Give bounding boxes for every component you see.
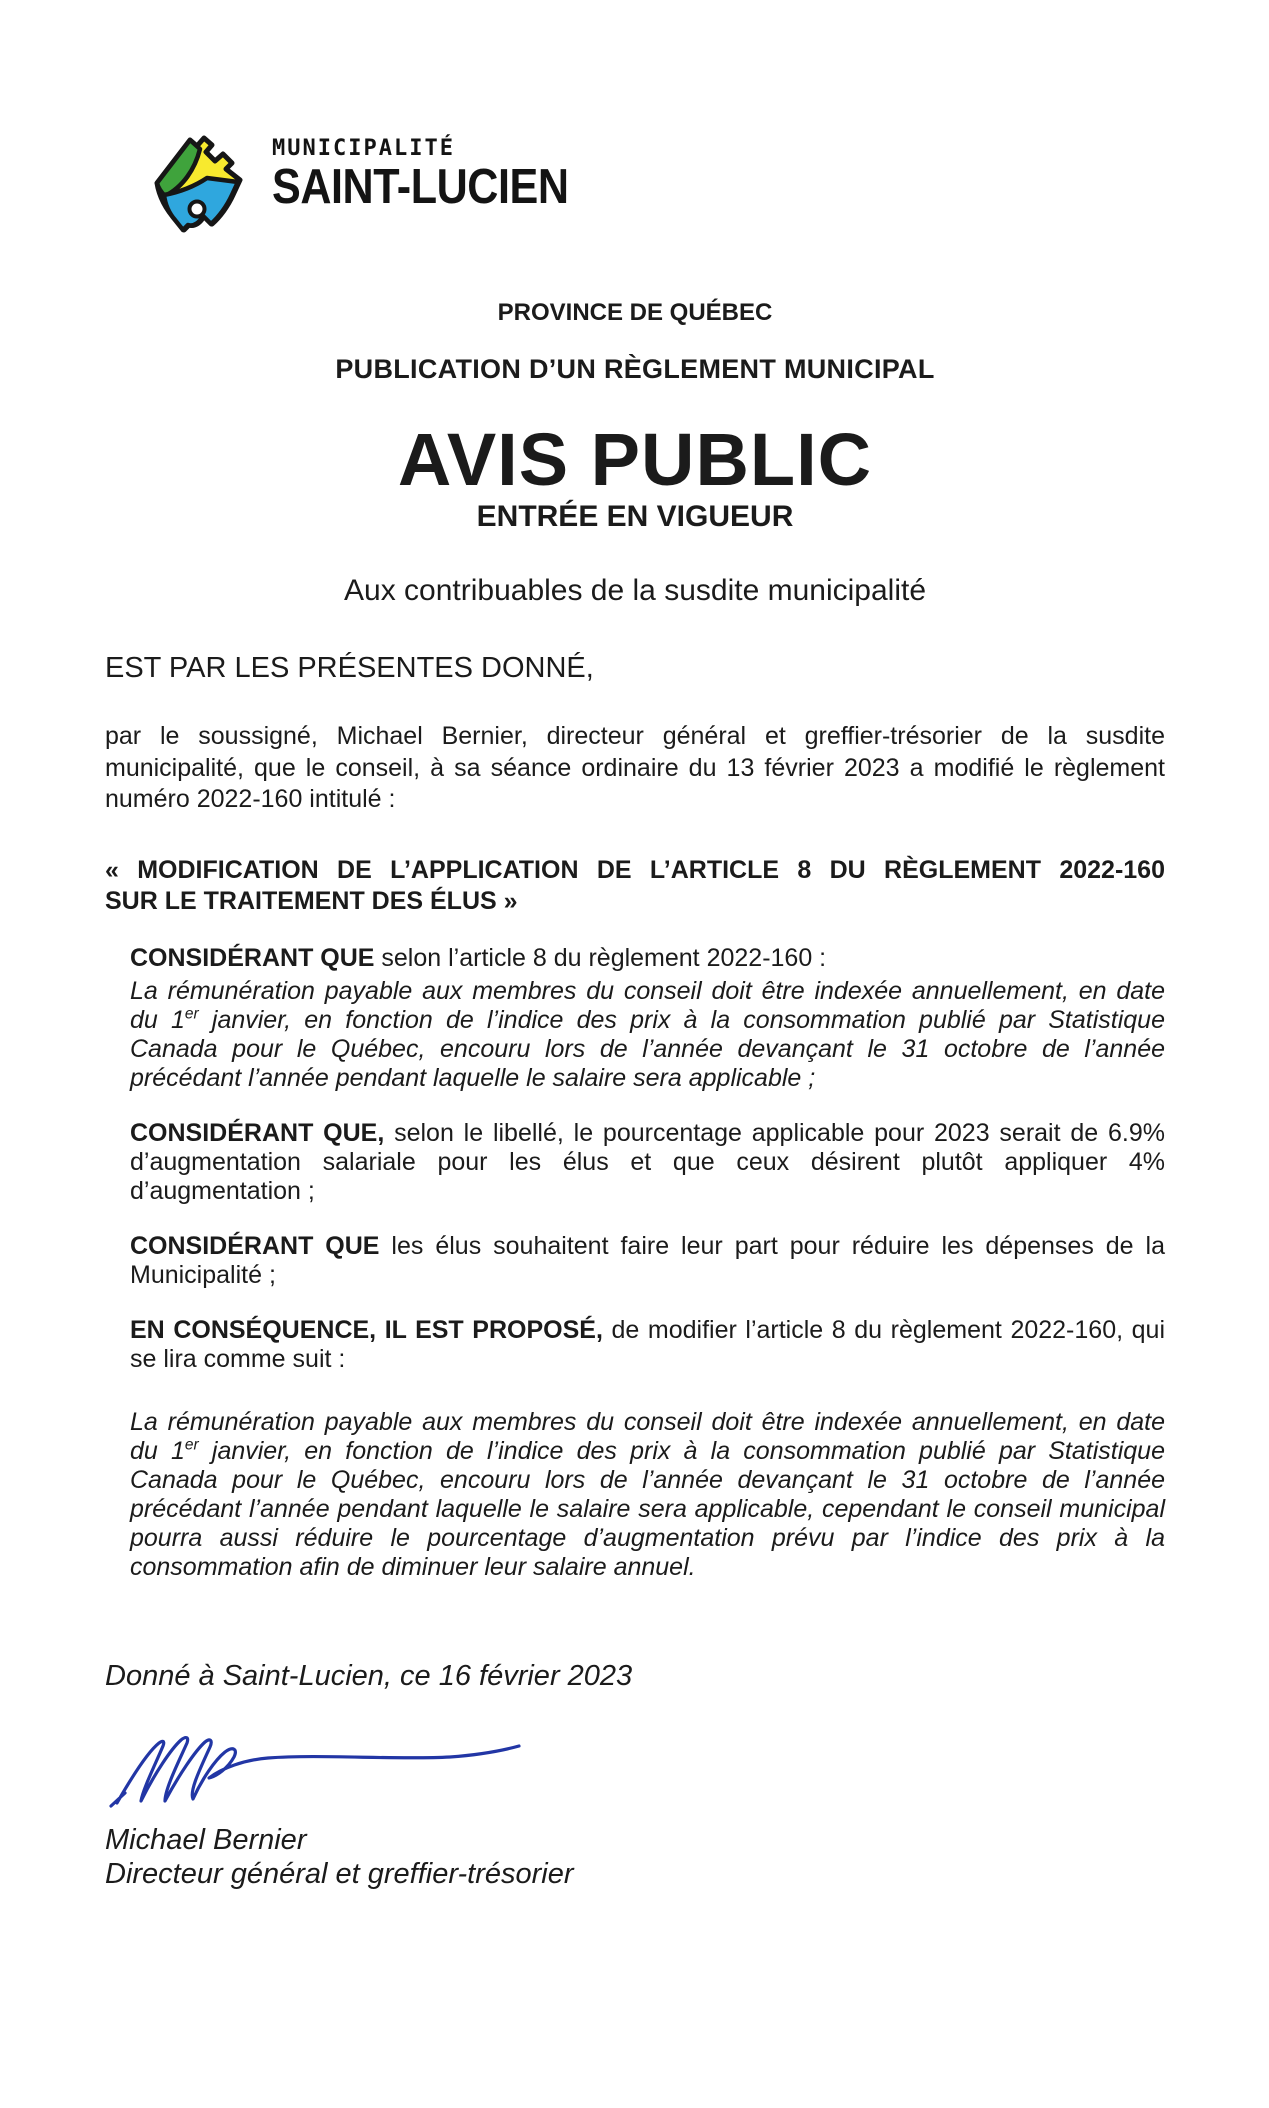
- considerant-paragraph-3: [130, 1232, 1165, 1290]
- considerant-3-text: les élus souhaitent faire leur part pour réduire les dépenses de la Municipalité ;: [130, 1231, 1165, 1289]
- quote-1-text-start: La rémunération payable aux membres du conseil doit être indexée annuellement, en date du 1: [130, 976, 1165, 1034]
- logo-org-name: SAINT-LUCIEN: [272, 160, 569, 215]
- signer-name: Michael Bernier: [105, 1823, 307, 1856]
- quote-1-ordinal-superscript: er: [184, 1005, 199, 1023]
- quote-2-text-start: La rémunération payable aux membres du conseil doit être indexée annuellement, en date du 1: [130, 1407, 1165, 1465]
- signer-title: Directeur général et greffier-trésorier: [105, 1857, 574, 1890]
- considerant-3-lead: CONSIDÉRANT QUE: [130, 1231, 392, 1260]
- publication-heading: PUBLICATION D’UN RÈGLEMENT MUNICIPAL: [335, 354, 935, 384]
- considerant-1-text: selon l’article 8 du règlement 2022-160 :: [381, 943, 827, 972]
- signature-image: [105, 1713, 1165, 1813]
- consequence-paragraph: [130, 1316, 1165, 1374]
- considerant-1-lead: CONSIDÉRANT QUE: [130, 943, 382, 972]
- notice-subtitle: ENTRÉE EN VIGUEUR: [476, 500, 794, 534]
- addressee-line: Aux contribuables de la susdite municipalité: [344, 574, 926, 608]
- place-date-line: Donné à Saint-Lucien, ce 16 février 2023: [105, 1659, 633, 1692]
- consequence-text: de modifier l’article 8 du règlement 2022-160, qui se lira comme suit :: [130, 1315, 1165, 1373]
- intro-paragraph: par le soussigné, Michael Bernier, directeur général et greffier-trésorier de la susdite municipalité, que le conseil, à sa séance ordinaire du 13 février 2023 a modifié le règlement numéro 2022-160 intitulé :: [105, 722, 1165, 813]
- considerant-paragraph-2: [130, 1119, 1165, 1206]
- regulation-title-line-2: SUR LE TRAITEMENT DES ÉLUS »: [105, 887, 518, 916]
- given-line: EST PAR LES PRÉSENTES DONNÉ,: [105, 652, 594, 685]
- regulation-title-line-1: « MODIFICATION DE L’APPLICATION DE L’ARTICLE 8 DU RÈGLEMENT 2022-160: [105, 856, 1165, 885]
- province-heading: PROVINCE DE QUÉBEC: [497, 299, 773, 326]
- logo-org-type: MUNICIPALITÉ: [272, 136, 455, 161]
- considerant-paragraph-1: [130, 944, 1165, 973]
- quote-1-text-end: janvier, en fonction de l’indice des prix à la consommation publié par Statistique Canada pour le Québec, encouru lors de l’année devançant le 31 octobre de l’année précédant l’année pendant laquelle le salaire sera applicable ;: [130, 1005, 1165, 1092]
- regulation-quote-2: [130, 1408, 1165, 1582]
- regulation-title: [105, 855, 1165, 918]
- signer-block: [105, 1823, 1165, 1891]
- considerant-2-text: selon le libellé, le pourcentage applicable pour 2023 serait de 6.9% d’augmentation salariale pour les élus et que ceux désirent plutôt appliquer 4% d’augmentation ;: [130, 1118, 1165, 1205]
- quote-2-ordinal-superscript: er: [184, 1436, 199, 1454]
- notice-title: AVIS PUBLIC: [397, 418, 873, 501]
- considerant-2-lead: CONSIDÉRANT QUE,: [130, 1118, 395, 1147]
- consequence-lead: EN CONSÉQUENCE, IL EST PROPOSÉ,: [130, 1315, 612, 1344]
- logo-wordmark: [272, 133, 609, 214]
- regulation-quote-1: [130, 977, 1165, 1093]
- municipality-logo: [150, 133, 1165, 241]
- municipality-territory-icon: [150, 133, 250, 233]
- quote-2-text-end: janvier, en fonction de l’indice des prix à la consommation publié par Statistique Canada pour le Québec, encouru lors de l’année devançant le 31 octobre de l’année précédant l’année pendant laquelle le salaire sera applicable, cependant le conseil municipal pourra aussi réduire le pourcentage d’augmentation prévu par l’indice des prix à la consommation afin de diminuer leur salaire annuel.: [130, 1436, 1165, 1581]
